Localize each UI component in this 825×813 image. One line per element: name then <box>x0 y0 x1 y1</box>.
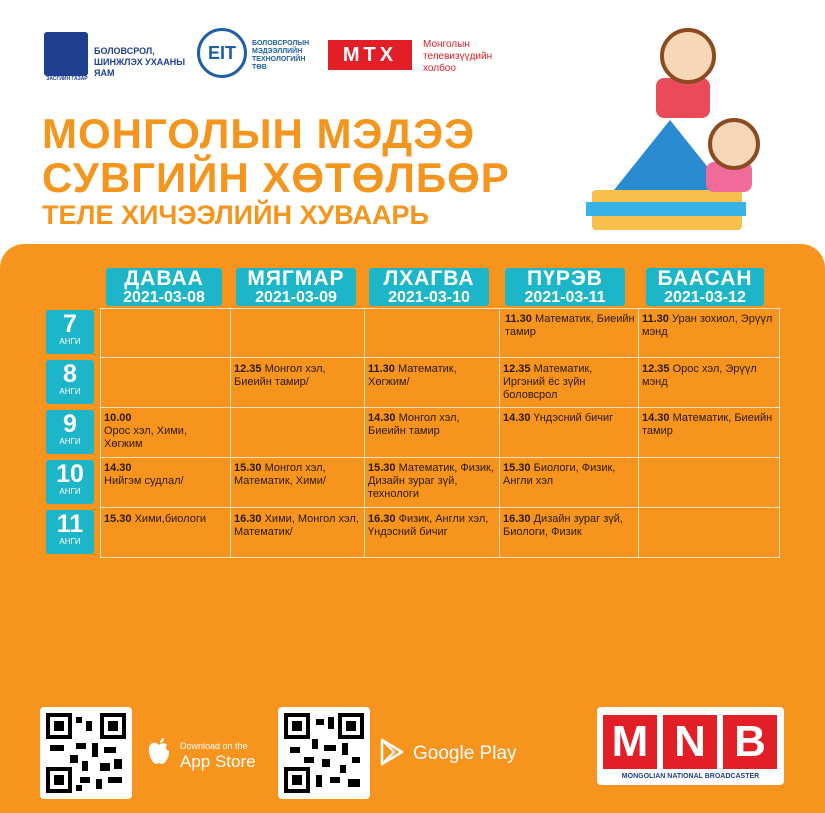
lesson-time: 14.30 <box>503 412 531 424</box>
grade-word: АНГИ <box>59 487 81 496</box>
mnb-subtitle: MONGOLIAN NATIONAL BROADCASTER <box>621 773 760 780</box>
day-date: 2021-03-10 <box>388 289 470 306</box>
grade-number: 10 <box>56 460 84 488</box>
ministry-line: БОЛОВСРОЛ, <box>94 46 155 56</box>
lesson-time: 11.30 <box>368 363 395 375</box>
ministry-line: ЯАМ <box>94 68 115 78</box>
lesson-time: 15.30 <box>104 513 132 525</box>
day-header-wednesday <box>369 268 489 306</box>
day-date: 2021-03-12 <box>664 289 746 306</box>
schedule-cell <box>234 462 366 488</box>
day-name: ПҮРЭВ <box>527 267 603 290</box>
mtx-logo: МТХ <box>328 40 412 70</box>
grade-number: 9 <box>63 410 77 438</box>
day-name: БААСАН <box>657 267 753 290</box>
appstore-label[interactable]: App Store <box>180 752 256 771</box>
qr-code-icon <box>278 707 370 799</box>
grid-line <box>100 308 101 558</box>
lesson-time: 15.30 <box>368 462 396 474</box>
day-name: ЛХАГВА <box>383 267 475 290</box>
mnb-logo <box>597 707 784 785</box>
eit-logo: EIT <box>197 28 247 78</box>
lesson-time: 12.35 <box>234 363 262 375</box>
lesson-time: 16.30 <box>368 513 396 525</box>
grade-word: АНГИ <box>59 537 81 546</box>
schedule-cell <box>104 462 224 488</box>
day-header-monday <box>106 268 222 306</box>
lesson-subjects: Монгол хэл, Биеийн тамир/ <box>234 363 326 388</box>
grid-line <box>100 507 780 508</box>
day-name: ДАВАА <box>124 267 204 290</box>
mtx-name <box>423 39 492 75</box>
page-title-line-2: СУВГИЙН ХӨТӨЛБӨР <box>42 154 510 201</box>
grid-line <box>638 308 639 558</box>
lesson-subjects: Дизайн зураг зүй, Биологи, Физик <box>503 513 623 538</box>
lesson-subjects: Уран зохиол, Эрүүл мэнд <box>642 313 773 338</box>
grid-line <box>100 308 780 309</box>
eit-name <box>252 40 309 72</box>
grade-word: АНГИ <box>59 437 81 446</box>
ministry-name <box>94 46 185 79</box>
mnb-letter: B <box>723 715 777 769</box>
child-head-illustration <box>660 28 716 84</box>
google-play-icon <box>380 738 406 768</box>
schedule-cell <box>503 462 635 488</box>
googleplay-label[interactable]: Google Play <box>413 743 517 764</box>
lesson-time: 14.30 <box>368 412 396 424</box>
grade-label-7 <box>46 310 94 354</box>
lesson-time: 15.30 <box>234 462 262 474</box>
grade-label-8 <box>46 360 94 404</box>
mnb-letter: M <box>603 715 657 769</box>
qr-code-icon <box>40 707 132 799</box>
mtx-line: Монголын <box>423 39 470 50</box>
lesson-subjects: Математик, Иргэний ёс зүйн боловсрол <box>503 363 593 401</box>
day-date: 2021-03-11 <box>524 289 606 306</box>
day-date: 2021-03-08 <box>123 289 205 306</box>
lesson-time: 16.30 <box>234 513 262 525</box>
googleplay-qr-code[interactable] <box>278 707 370 799</box>
schedule-cell <box>642 313 774 339</box>
government-emblem-text: МОНГОЛ УЛСЫН ЗАСГИЙН ГАЗАР <box>46 70 88 82</box>
lesson-subjects: Орос хэл, Хими, Хөгжим <box>104 425 187 450</box>
ministry-line: ШИНЖЛЭХ УХААНЫ <box>94 57 186 67</box>
eit-line: МЭДЭЭЛЛИЙН <box>252 48 303 55</box>
grid-line <box>100 407 780 408</box>
day-header-friday <box>646 268 764 306</box>
schedule-cell <box>503 363 635 402</box>
lesson-time: 10.00 <box>104 412 132 424</box>
lesson-subjects: Хими, Монгол хэл, Математик/ <box>234 513 359 538</box>
mtx-line: телевизүүдийн <box>423 51 493 62</box>
schedule-cell <box>368 513 500 539</box>
lesson-subjects: Математик, Биеийн тамир <box>642 412 773 437</box>
grade-word: АНГИ <box>59 387 81 396</box>
child-head-illustration <box>708 118 760 170</box>
book-stack-illustration <box>586 202 746 216</box>
lesson-subjects: Үндэсний бичиг <box>533 412 614 424</box>
mnb-letter: N <box>663 715 717 769</box>
lesson-subjects: Монгол хэл, Биеийн тамир <box>368 412 460 437</box>
lesson-time: 12.35 <box>642 363 670 375</box>
lesson-time: 11.30 <box>505 313 532 325</box>
appstore-qr-code[interactable] <box>40 707 132 799</box>
schedule-cell <box>503 513 635 539</box>
page-title-line-1: МОНГОЛЫН МЭДЭЭ <box>42 110 475 157</box>
lesson-subjects: Биологи, Физик, Англи хэл <box>503 462 616 487</box>
lesson-subjects: Хими,биологи <box>134 513 206 525</box>
schedule-cell <box>642 412 774 438</box>
eit-line: БОЛОВСРОЛЫН <box>252 40 310 47</box>
schedule-cell <box>104 513 228 526</box>
eit-line: ТЕХНОЛОГИЙН <box>252 56 306 63</box>
grade-number: 11 <box>56 510 84 538</box>
grade-number: 8 <box>63 360 77 388</box>
appstore-caption: Download on the <box>180 741 248 751</box>
schedule-cell <box>234 363 366 389</box>
grade-word: АНГИ <box>59 337 81 346</box>
day-header-tuesday <box>236 268 356 306</box>
eit-line: ТӨВ <box>252 64 267 71</box>
schedule-cell <box>104 412 224 451</box>
lesson-time: 15.30 <box>503 462 531 474</box>
lesson-subjects: Нийгэм судлал/ <box>104 475 184 487</box>
grade-number: 7 <box>63 310 77 338</box>
day-header-thursday <box>505 268 625 306</box>
grade-label-11 <box>46 510 94 554</box>
lesson-subjects: Монгол хэл, Математик, Хими/ <box>234 462 326 487</box>
lesson-subjects: Орос хэл, Эрүүл мэнд <box>642 363 757 388</box>
lesson-time: 12.35 <box>503 363 531 375</box>
day-name: МЯГМАР <box>247 267 345 290</box>
schedule-cell <box>503 412 635 425</box>
schedule-cell <box>505 313 637 339</box>
grid-line <box>100 357 780 358</box>
mtx-line: холбоо <box>423 63 456 74</box>
lesson-time: 11.30 <box>642 313 669 325</box>
lesson-subjects: Физик, Англи хэл, Үндэсний бичиг <box>368 513 489 538</box>
lesson-subjects: Математик, Физик, Дизайн зураг зүй, технологи <box>368 462 494 500</box>
day-date: 2021-03-09 <box>255 289 337 306</box>
schedule-cell <box>368 462 500 501</box>
grid-line <box>779 308 780 558</box>
schedule-cell <box>368 412 500 438</box>
lesson-time: 14.30 <box>104 462 132 474</box>
grade-label-10 <box>46 460 94 504</box>
grid-line <box>100 457 780 458</box>
grid-line <box>100 557 780 558</box>
apple-icon <box>146 737 176 771</box>
grade-label-9 <box>46 410 94 454</box>
lesson-subjects: Математик, Биеийн тамир <box>505 313 635 338</box>
page-subtitle: ТЕЛЕ ХИЧЭЭЛИЙН ХУВААРЬ <box>42 200 429 230</box>
lesson-time: 16.30 <box>503 513 531 525</box>
schedule-cell <box>234 513 366 539</box>
grid-line <box>230 308 231 558</box>
lesson-time: 14.30 <box>642 412 670 424</box>
schedule-cell <box>642 363 774 389</box>
child-illustration <box>656 78 710 118</box>
schedule-cell <box>368 363 500 389</box>
lesson-subjects: Математик, Хөгжим/ <box>368 363 457 388</box>
